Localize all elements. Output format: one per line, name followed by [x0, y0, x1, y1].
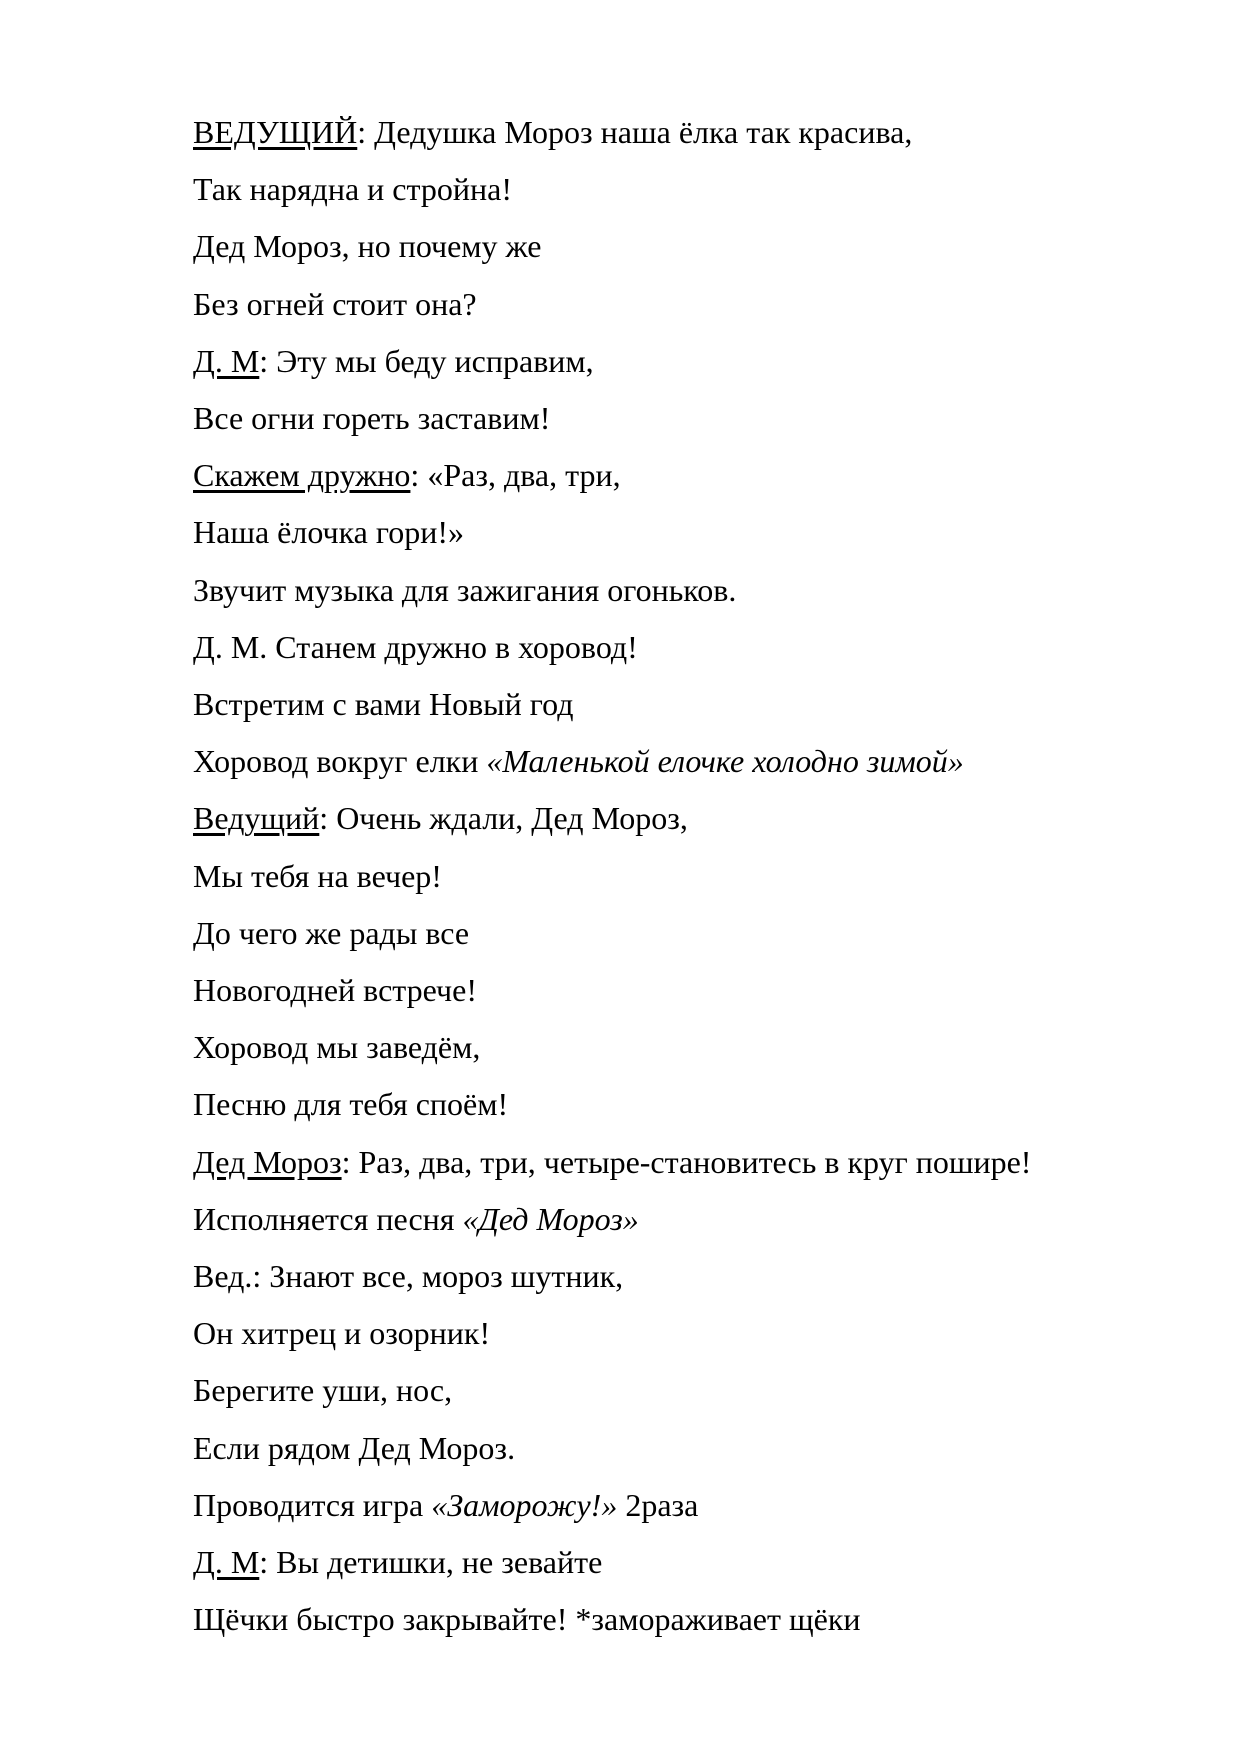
script-line [193, 733, 1180, 790]
text-segment: Все огни гореть заставим! [193, 400, 551, 437]
script-line [193, 161, 1180, 218]
document-body [193, 104, 1180, 1648]
speaker-label: Д. М [193, 342, 260, 379]
script-line [193, 276, 1180, 333]
script-line [193, 848, 1180, 905]
text-segment: Наша ёлочка гори!» [193, 514, 464, 551]
text-segment: Вед.: Знают все, мороз шутник, [193, 1258, 624, 1295]
script-line [193, 1534, 1180, 1591]
quoted-title: «Дед Мороз» [462, 1200, 639, 1237]
text-segment: : Дедушка Мороз наша ёлка так красива, [357, 114, 913, 150]
text-segment: : «Раз, два, три, [410, 457, 621, 494]
text-segment: Встретим с вами Новый год [193, 686, 574, 723]
script-line [193, 1420, 1180, 1477]
script-line [193, 1591, 1180, 1648]
text-segment: Проводится игра [193, 1486, 432, 1523]
speaker-label: Дед Мороз [193, 1143, 342, 1180]
text-segment: Хоровод мы заведём, [193, 1029, 481, 1066]
speaker-label: Д. М [193, 1544, 260, 1581]
script-line [193, 790, 1180, 847]
script-line [193, 218, 1180, 275]
text-segment: Он хитрец и озорник! [193, 1315, 491, 1352]
text-segment: Так нарядна и стройна! [193, 171, 512, 208]
quoted-title: «Заморожу!» [431, 1486, 618, 1523]
text-segment: Исполняется песня [193, 1200, 463, 1237]
text-segment: Новогодней встрече! [193, 972, 477, 1009]
text-segment: Щёчки быстро закрывайте! *замораживает щёки [193, 1601, 861, 1638]
text-segment: Дед Мороз, но почему же [193, 228, 542, 265]
quoted-title: «Маленькой елочке холодно зимой» [486, 743, 964, 780]
script-line [193, 1134, 1180, 1191]
text-segment: Песню для тебя споём! [193, 1086, 509, 1123]
script-line [193, 504, 1180, 561]
text-segment: Если рядом Дед Мороз. [193, 1429, 516, 1466]
script-line [193, 390, 1180, 447]
text-segment: : Эту мы беду исправим, [259, 342, 594, 379]
text-segment: До чего же рады все [193, 914, 470, 951]
script-line [193, 1305, 1180, 1362]
speaker-label: ВЕДУЩИЙ [193, 114, 358, 150]
text-segment: Хоровод вокруг елки [193, 743, 487, 780]
text-segment: : Раз, два, три, четыре-становитесь в круг пошире! [341, 1143, 1032, 1180]
script-line [193, 1191, 1180, 1248]
text-segment: Без огней стоит она? [193, 285, 477, 322]
text-segment: 2раза [617, 1486, 699, 1523]
text-segment: : Очень ждали, Дед Мороз, [319, 800, 688, 837]
script-line [193, 562, 1180, 619]
script-line [193, 447, 1180, 504]
text-segment: Берегите уши, нос, [193, 1372, 453, 1409]
script-line [193, 1076, 1180, 1133]
script-line [193, 1477, 1180, 1534]
script-line [193, 676, 1180, 733]
text-segment: Звучит музыка для зажигания огоньков. [193, 571, 737, 608]
script-line [193, 962, 1180, 1019]
speaker-label: Ведущий [193, 800, 320, 837]
script-line [193, 905, 1180, 962]
script-line [193, 1019, 1180, 1076]
text-segment: : Вы детишки, не зевайте [259, 1544, 603, 1581]
script-line [193, 104, 1180, 161]
text-segment: Д. М. Станем дружно в хоровод! [193, 628, 638, 665]
script-line [193, 1362, 1180, 1419]
speaker-label: Скажем дружно [193, 457, 411, 494]
script-line [193, 1248, 1180, 1305]
script-line [193, 619, 1180, 676]
script-line [193, 333, 1180, 390]
text-segment: Мы тебя на вечер! [193, 857, 442, 894]
